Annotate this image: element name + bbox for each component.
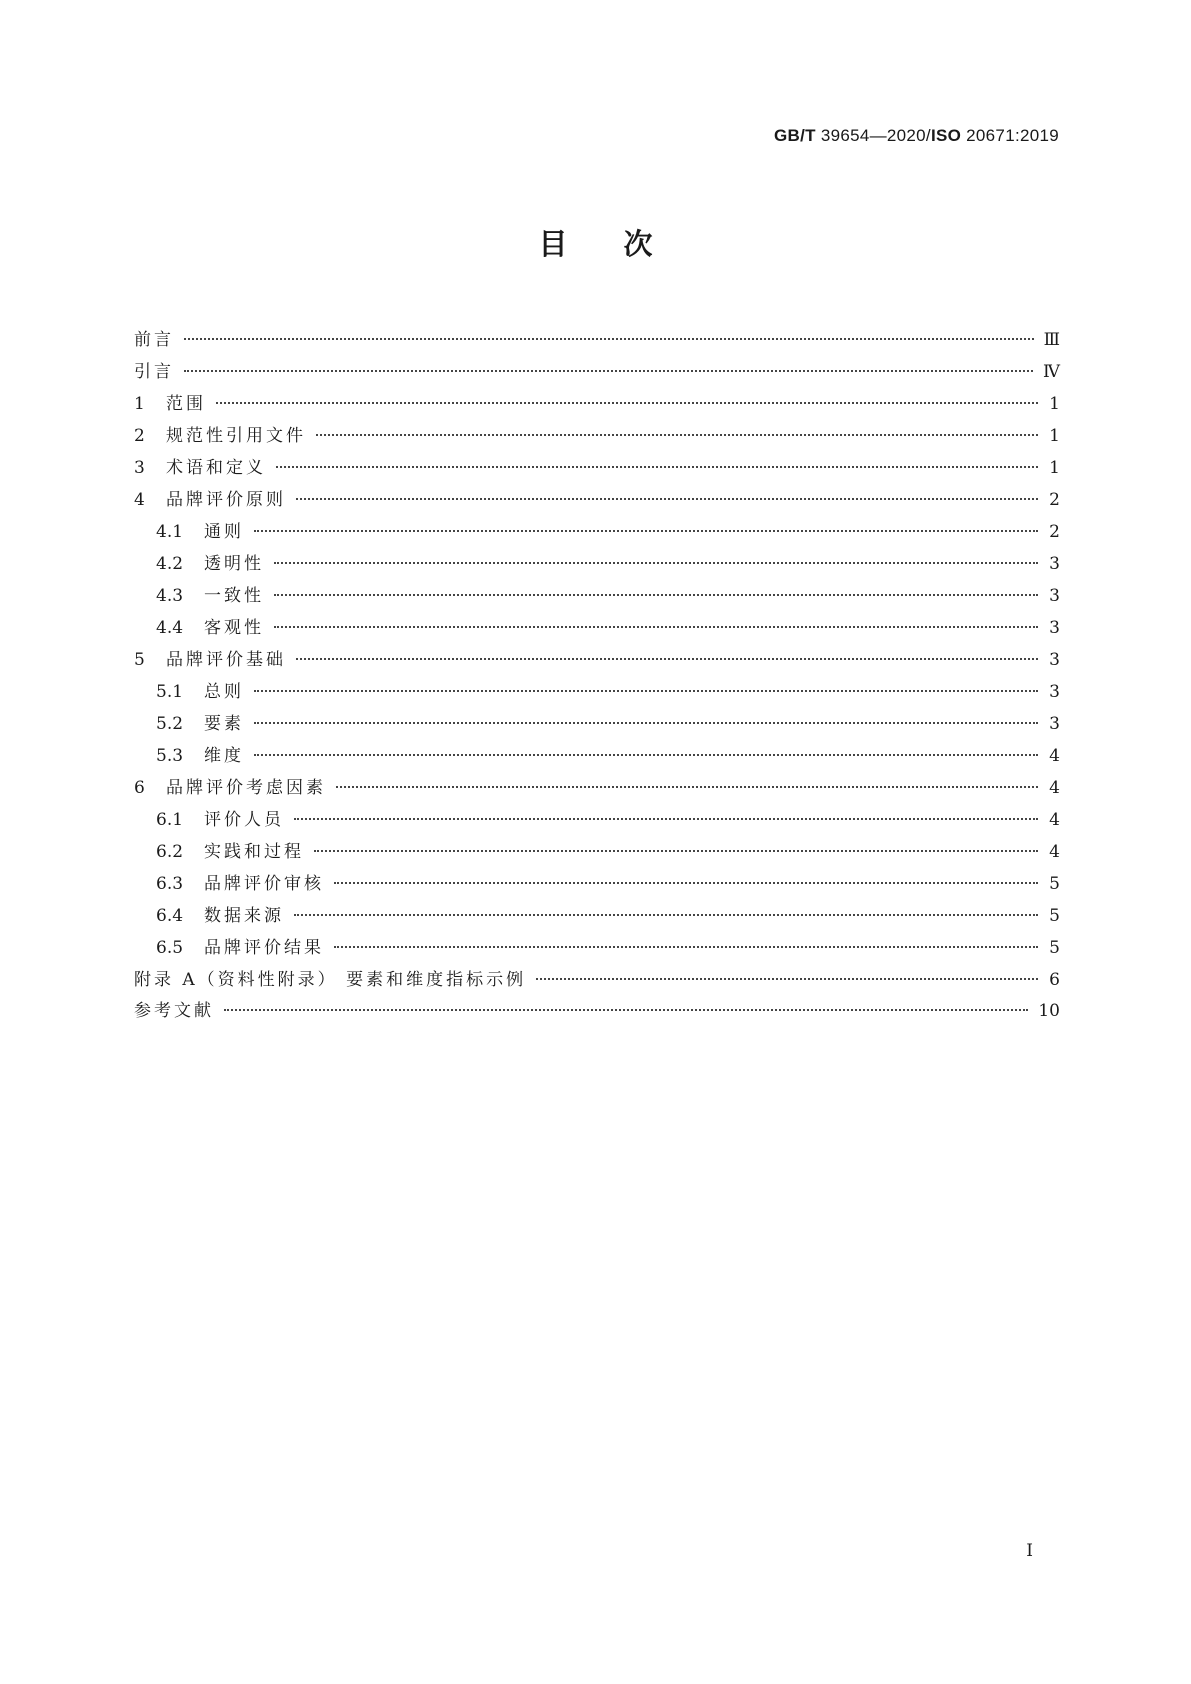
toc-entry-number: 6.5 (156, 938, 184, 958)
toc-entry[interactable] (134, 357, 1060, 389)
toc-entry-page: 2 (1049, 490, 1060, 510)
page-title: 目次 (538, 227, 709, 261)
toc-entry-label: 品牌评价审核 (204, 874, 324, 894)
toc-entry[interactable] (134, 421, 1060, 453)
toc-entry-page: 2 (1049, 522, 1060, 542)
toc-entry-label: 范围 (166, 394, 206, 414)
toc-entry-number: 6 (134, 778, 145, 798)
toc-entry-number: 4 (134, 490, 145, 510)
toc-dot-leader (294, 914, 1038, 916)
toc-entry-page: 5 (1049, 938, 1060, 958)
toc-entry-page: 5 (1049, 906, 1060, 926)
toc-entry-page: 3 (1049, 714, 1060, 734)
toc-entry-label: 实践和过程 (204, 842, 304, 862)
toc-entry[interactable] (134, 869, 1060, 901)
toc-entry-label: 品牌评价原则 (166, 490, 286, 510)
toc-entry-page: 3 (1049, 682, 1060, 702)
toc-dot-leader (254, 690, 1038, 692)
toc-dot-leader (274, 562, 1038, 564)
toc-entry-page: 3 (1049, 618, 1060, 638)
toc-dot-leader (314, 850, 1038, 852)
toc-entry-label: 规范性引用文件 (166, 426, 306, 446)
toc-dot-leader (274, 594, 1038, 596)
document-header (774, 126, 1059, 146)
toc-entry-label: 透明性 (204, 554, 264, 574)
toc-entry-number: 6.3 (156, 874, 184, 894)
toc-entry[interactable] (134, 325, 1060, 357)
toc-entry-page: 4 (1049, 810, 1060, 830)
toc-dot-leader (296, 498, 1038, 500)
toc-entry-number: 4.1 (156, 522, 184, 542)
toc-dot-leader (254, 722, 1038, 724)
toc-entry-label: 参考文献 (134, 1001, 214, 1021)
toc-entry-page: 3 (1049, 650, 1060, 670)
toc-entry-label: 维度 (204, 746, 244, 766)
toc-entry-page: 3 (1049, 554, 1060, 574)
toc-entry-page: Ⅳ (1043, 362, 1060, 382)
toc-entry-label: 通则 (204, 522, 244, 542)
toc-entry-label: 引言 (134, 362, 174, 382)
toc-entry-number: 3 (134, 458, 145, 478)
toc-entry-page: 4 (1049, 778, 1060, 798)
toc-entry-label: 评价人员 (204, 810, 284, 830)
toc-dot-leader (294, 818, 1038, 820)
toc-dot-leader (184, 370, 1033, 372)
toc-entry-number: 5.3 (156, 746, 184, 766)
toc-dot-leader (184, 338, 1034, 340)
toc-entry-label: 术语和定义 (166, 458, 266, 478)
toc-dot-leader (254, 754, 1038, 756)
toc-entry[interactable] (134, 485, 1060, 517)
toc-entry-page: 4 (1049, 746, 1060, 766)
toc-entry[interactable] (134, 581, 1060, 613)
toc-entry-label: 要素 (204, 714, 244, 734)
toc-entry-page: 1 (1049, 426, 1060, 446)
toc-entry-page: Ⅲ (1043, 330, 1060, 350)
toc-entry-label: 数据来源 (204, 906, 284, 926)
toc-entry[interactable] (134, 996, 1060, 1027)
toc-entry-label: 品牌评价考虑因素 (166, 778, 326, 798)
toc-entry-label: 品牌评价基础 (166, 650, 286, 670)
toc-entry[interactable] (134, 741, 1060, 773)
toc-entry-label: 品牌评价结果 (204, 938, 324, 958)
toc-entry-number: 6.4 (156, 906, 184, 926)
toc-dot-leader (276, 466, 1038, 468)
toc-entry-number: 4.4 (156, 618, 184, 638)
toc-dot-leader (224, 1009, 1028, 1011)
table-of-contents (134, 325, 1060, 1027)
iso-prefix: ISO (930, 126, 962, 145)
toc-entry-label: 一致性 (204, 586, 264, 606)
toc-dot-leader (296, 658, 1038, 660)
iso-number: 20671:2019 (966, 126, 1059, 145)
footer-page-number: I (1026, 1541, 1033, 1561)
toc-dot-leader (216, 402, 1038, 404)
toc-entry-page: 1 (1049, 458, 1060, 478)
toc-entry-number: 6.2 (156, 842, 184, 862)
toc-entry-number: 5 (134, 650, 145, 670)
toc-entry[interactable] (134, 677, 1060, 709)
toc-entry[interactable] (134, 837, 1060, 869)
toc-dot-leader (334, 946, 1038, 948)
standard-prefix: GB/T (773, 126, 816, 145)
toc-entry-number: 4.2 (156, 554, 184, 574)
toc-entry-number: 2 (134, 426, 145, 446)
toc-dot-leader (316, 434, 1038, 436)
toc-entry-number: 4.3 (156, 586, 184, 606)
toc-entry[interactable] (134, 645, 1060, 677)
toc-entry-number: 5.2 (156, 714, 184, 734)
toc-entry[interactable] (134, 517, 1060, 549)
toc-entry-number: 6.1 (156, 810, 184, 830)
toc-entry-page: 1 (1049, 394, 1060, 414)
toc-entry-label: 前言 (134, 330, 174, 350)
toc-dot-leader (536, 978, 1038, 980)
toc-entry-number: 1 (134, 394, 145, 414)
toc-dot-leader (254, 530, 1038, 532)
toc-entry[interactable] (134, 773, 1060, 805)
toc-entry[interactable] (134, 933, 1060, 965)
toc-dot-leader (274, 626, 1038, 628)
toc-entry-page: 6 (1049, 970, 1060, 990)
toc-entry-page: 5 (1049, 874, 1060, 894)
toc-entry[interactable] (134, 613, 1060, 645)
toc-entry[interactable] (134, 549, 1060, 581)
toc-entry[interactable] (134, 709, 1060, 741)
toc-dot-leader (336, 786, 1038, 788)
toc-entry-number: 5.1 (156, 682, 184, 702)
toc-entry-label: 附录 A（资料性附录） 要素和维度指标示例 (134, 970, 527, 990)
toc-entry[interactable] (134, 965, 1060, 996)
toc-entry-label: 总则 (204, 682, 244, 702)
toc-entry-page: 4 (1049, 842, 1060, 862)
toc-entry[interactable] (134, 453, 1060, 485)
toc-entry[interactable] (134, 901, 1060, 933)
toc-entry-page: 3 (1049, 586, 1060, 606)
toc-entry-page: 10 (1038, 1001, 1060, 1021)
toc-dot-leader (334, 882, 1038, 884)
toc-entry-label: 客观性 (204, 618, 264, 638)
standard-number: 39654—2020/ (820, 126, 931, 145)
toc-entry[interactable] (134, 805, 1060, 837)
toc-entry[interactable] (134, 389, 1060, 421)
